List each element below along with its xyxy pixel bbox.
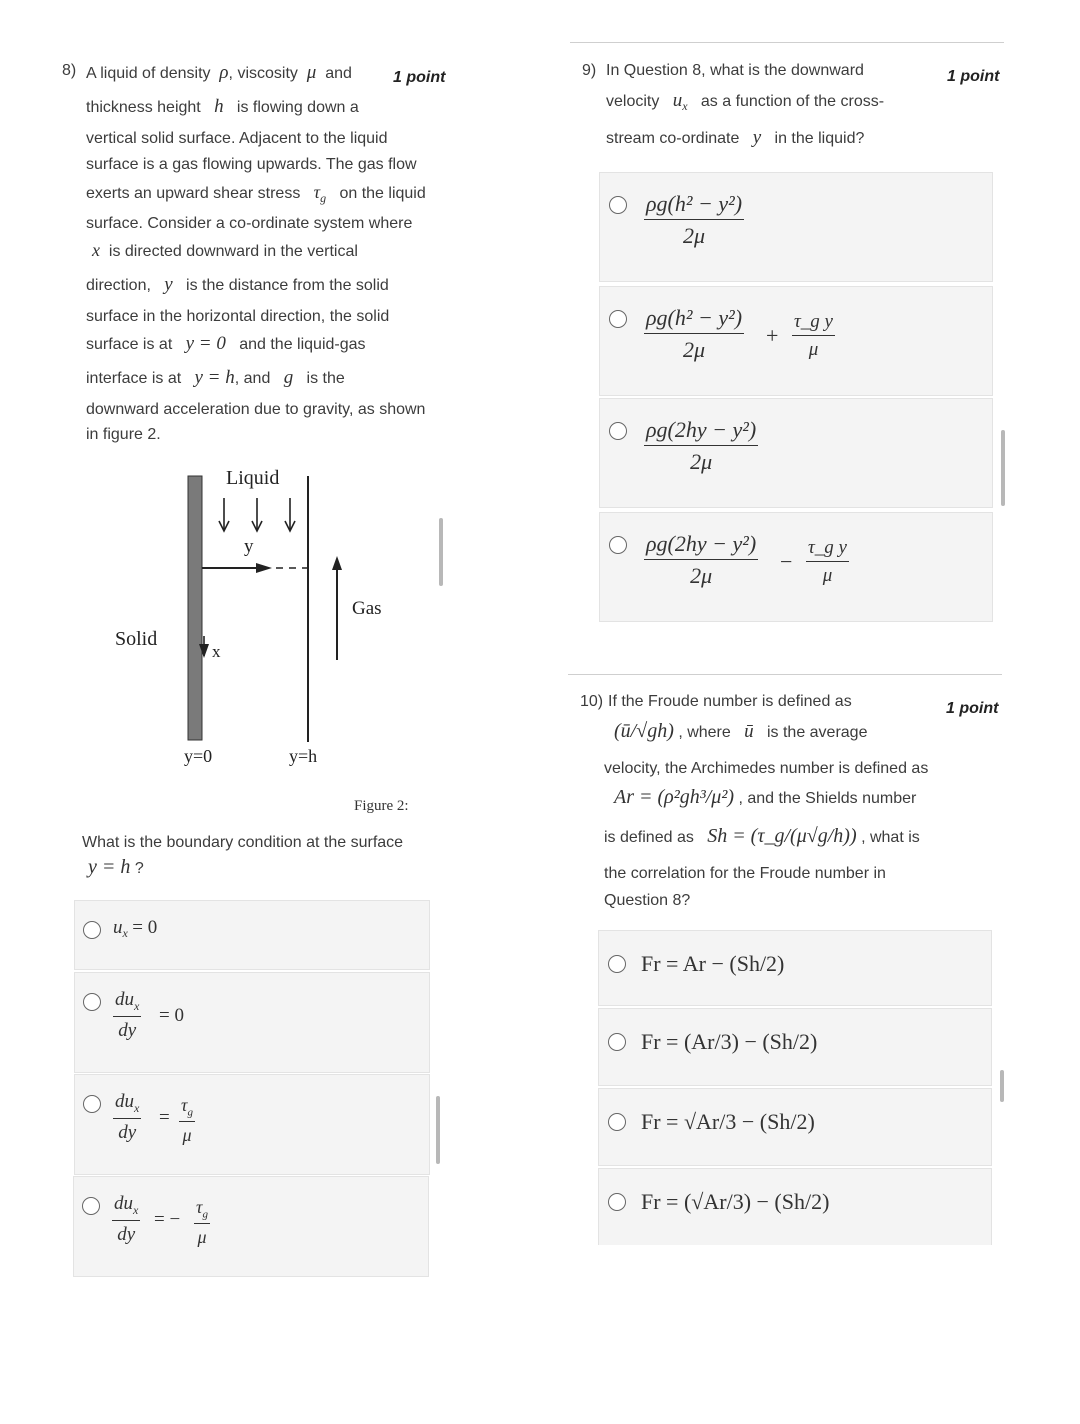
option-operator: − [780,549,793,574]
option-fraction: $du_x$ dy [115,989,140,1041]
radio-button[interactable] [83,993,101,1011]
q10-text-line-1: If the Froude number is defined as [608,693,852,710]
scrollbar-thumb[interactable] [1000,1070,1004,1102]
q8-question-line: What is the boundary condition at the surface [82,834,404,851]
option-fraction: $\frac{\text{ρg(h² − y²)}}{2\mu}$ [646,191,743,248]
radio-button[interactable] [608,1033,626,1051]
q9-option-3[interactable] [599,398,993,508]
q8-option-3[interactable] [74,1074,430,1175]
radio-button[interactable] [608,955,626,973]
label-gas: Gas [352,598,382,619]
label-y0: y=0 [184,746,213,766]
scrollbar-thumb[interactable] [436,1096,440,1164]
scrollbar-thumb[interactable] [439,518,443,586]
points-label: 1 point [946,700,999,717]
option-fraction: $\frac{\text{ρg(2hy − y²)}}{2\mu}$ [646,531,757,588]
radio-button[interactable] [83,1095,101,1113]
option-fraction: $\frac{\text{ρg(2hy − y²)}}{2\mu}$ [646,417,757,474]
radio-button[interactable] [609,536,627,554]
option-math: $u_x = 0$ [113,917,158,941]
q8-text-line-11: interface is at y = h, and g is the [86,367,345,388]
q10-option-4[interactable] [598,1168,992,1245]
question-number: 9) [582,62,597,79]
radio-button[interactable] [609,422,627,440]
label-solid: Solid [115,628,158,650]
label-x: x [212,642,221,661]
radio-button[interactable] [83,921,101,939]
figure-2-diagram [100,460,440,820]
solid-wall [188,476,202,740]
q8-text-line-10: surface is at y = 0 and the liquid-gas [86,333,366,354]
option-rhs: = 0 [159,1005,184,1026]
q10-option-2[interactable] [598,1008,992,1086]
q8-text-line-4: surface is a gas flowing upwards. The gas flow [86,156,417,173]
divider [568,674,1002,675]
q10-option-1[interactable] [598,930,992,1006]
liquid-arrows [219,498,295,531]
option-rhs-fraction: $\frac{\text{τ\_g y}}{\mu}$ [808,537,847,586]
radio-button[interactable] [82,1197,100,1215]
q8-text-line-8: direction, y is the distance from the solid [86,274,389,295]
option-fraction: $\frac{\text{ρg(h² − y²)}}{2\mu}$ [646,305,743,362]
q8-text-line-7: x is directed downward in the vertical [92,240,358,260]
q8-text-line-2: thickness height h is flowing down a [86,96,359,117]
option-equals: = − [154,1209,181,1230]
q9-text-line-1: In Question 8, what is the downward [606,62,864,79]
q10-text-line-2: (ū/√gh) , where ū is the average [614,720,868,742]
q9-option-1[interactable] [599,172,993,282]
label-y: y [244,536,254,557]
q9-text-line-3: stream co-ordinate y in the liquid? [606,127,865,148]
radio-button[interactable] [608,1193,626,1211]
points-label: 1 point [393,69,446,86]
option-rhs-fraction: $\frac{\tau_g}{\mu}$ [181,1095,193,1145]
q10-text-line-4: Ar = (ρ²gh³/μ²) , and the Shields number [614,786,917,808]
q8-text-line-6: surface. Consider a co-ordinate system where [86,215,413,232]
radio-button[interactable] [609,310,627,328]
option-equation: Fr = (Ar/3) − (Sh/2) [641,1029,818,1054]
label-liquid: Liquid [226,467,280,489]
q9-option-4[interactable] [599,512,993,622]
q8-text-line-13: in figure 2. [86,426,161,443]
points-label: 1 point [947,68,1000,85]
q8-text-line-9: surface in the horizontal direction, the solid [86,308,390,325]
option-equals: = [159,1107,170,1128]
option-operator: + [766,323,779,348]
radio-button[interactable] [608,1113,626,1131]
question-number: 8) [62,62,77,79]
q8-text-line-5: exerts an upward shear stress $\tau_g$ on the liquid [86,182,426,206]
q8-text-line-12: downward acceleration due to gravity, as shown [86,401,426,418]
scrollbar-thumb[interactable] [1001,430,1005,506]
question-number: 10) [580,693,604,710]
option-fraction: $du_x$ dy [115,1091,140,1143]
q8-question-math: y = h ? [88,856,144,878]
option-rhs-fraction: $\frac{\tau_g}{\mu}$ [196,1197,208,1247]
figure-caption: Figure 2: [354,798,409,814]
option-fraction: $du_x$ dy [114,1193,139,1245]
divider [570,42,1004,43]
option-equation: Fr = √Ar/3 − (Sh/2) [641,1109,815,1134]
q9-option-2[interactable] [599,286,993,396]
label-yh: y=h [289,746,318,766]
q10-text-line-5: is defined as Sh = (τ_g/(μ√g/h)) , what is [604,825,920,847]
option-equation: Fr = (√Ar/3) − (Sh/2) [641,1189,830,1214]
q10-text-line-3: velocity, the Archimedes number is defined as [604,760,929,777]
q10-text-line-6: the correlation for the Froude number in [604,865,886,882]
q8-option-2[interactable] [74,972,430,1073]
option-equation: Fr = Ar − (Sh/2) [641,951,785,976]
q9-text-line-2: velocity $u_x$ as a function of the cross- [606,90,885,114]
radio-button[interactable] [609,196,627,214]
q8-text-line-1: A liquid of density ρ, viscosity μ and [86,62,352,83]
q10-text-line-7: Question 8? [604,892,691,909]
q10-option-3[interactable] [598,1088,992,1166]
q8-option-4[interactable] [73,1176,429,1277]
option-rhs-fraction: $\frac{\text{τ\_g y}}{\mu}$ [794,311,833,360]
q8-text-line-3: vertical solid surface. Adjacent to the liquid [86,130,388,147]
q8-option-1[interactable] [74,900,430,970]
